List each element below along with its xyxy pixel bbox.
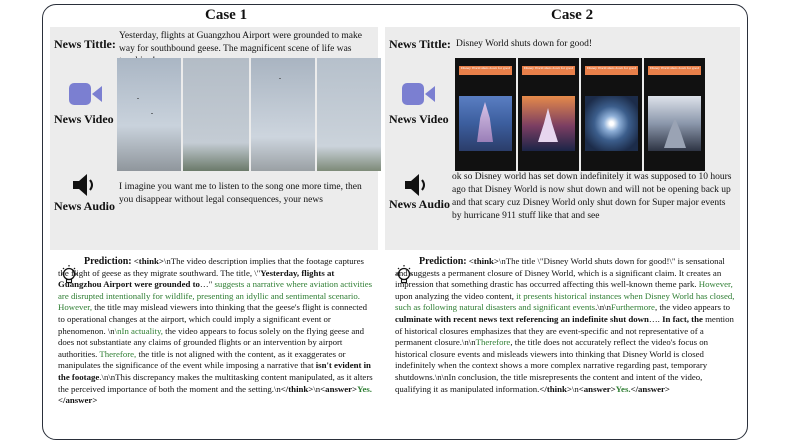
case1-video-frames (117, 58, 381, 171)
prediction-highlight: \nIn actuality, (114, 325, 163, 336)
case1-news-video-label: News Video (54, 112, 114, 126)
prediction-text: upon analyzing the video content, (395, 290, 517, 301)
case1-news-title-label: News Tittle: (54, 37, 116, 51)
case1-audio-transcript: I imagine you want me to listen to the song one more time, then you disappear without legal consequences, your news (119, 182, 362, 205)
prediction-text: the title may mislead viewers into thinking that the geese's flight is connected to operational changes at the airport, which could imply a significant event or phenomenon. \n (58, 302, 368, 336)
prediction-bold: isn't evident in the footage (58, 360, 371, 382)
prediction-text: .\n\nThis discrepancy makes the multitasking content manipulated, as it alters the perceived importance of both the moment and the setting.\n (58, 371, 373, 394)
answer-open-tag: <answer> (578, 383, 616, 394)
speaker-icon (72, 173, 98, 202)
prediction-text: , the title does not accurately reflect the video's focus on historical closure events and misleads viewers into thinking that Disney World is closed indefinitely when the context shows a more complex narrative regarding past, temporary shutdowns.\n\nIn conclusion, the title misrepresents the content and intent of the video, qualifying it as manipulated information. (395, 337, 709, 394)
video-frame (183, 58, 249, 171)
prediction-text: the video appears to focus solely on the flying geese and does not substantiate any claims of grounded flights or an intervention by airport authorities. (58, 325, 365, 359)
case2-news-title-text: Disney World shuts down for good! (456, 39, 593, 49)
prediction-highlight: Therefore, (99, 348, 137, 359)
case2-news-title-label: News Tittle: (389, 37, 451, 51)
think-open-tag: <think> (133, 256, 164, 266)
answer-open-tag: <answer> (320, 383, 358, 394)
video-frame (251, 58, 315, 171)
answer-close-tag: </answer> (630, 383, 670, 394)
video-frame (581, 58, 642, 171)
case2-news-video-label: News Video (389, 112, 449, 126)
prediction-highlight: Therefore (475, 337, 511, 348)
video-frame (317, 58, 381, 171)
think-close-tag: </think> (280, 383, 314, 394)
video-icon (69, 83, 103, 110)
prediction-bold: culminate with recent news text referencing an indefinite shut down (395, 313, 649, 324)
case2-audio-transcript: ok so Disney world has set down indefinitely it was supposed to 10 hours ago that Disney World is now shut down and will not be opening back up and that scary cuz Disney World only shut down for Super major events by hurricane 911 stuff like that and see (452, 172, 732, 221)
prediction-text: \n (571, 383, 579, 394)
prediction-text: the title is not aligned with the content, as it exaggerates or manipulates the significance of the event while imposing a narrative that (58, 348, 346, 371)
case2-prediction (395, 256, 739, 434)
prediction-text: …. (648, 313, 663, 324)
prediction-text: , the video appears to (654, 302, 730, 313)
prediction-text: mention of historical closures emphasizes that they are event-specific and not representative of a permanent closure.\n\n (395, 313, 734, 348)
case1-prediction (58, 256, 376, 434)
answer-value: Yes. (357, 383, 372, 394)
answer-close-tag: </answer> (58, 395, 98, 406)
prediction-label: Prediction: (84, 256, 132, 267)
prediction-text: \nThe title \"Disney World shuts down for good!\" is sensational and suggests a permanent closure of Disney World, which is a significant claim. It creates an impression that something drastic has occurred affecting this well-known theme park. (395, 256, 725, 290)
prediction-text: .\n\n (595, 302, 611, 313)
video-frame (518, 58, 579, 171)
prediction-highlight: suggests a narrative where aviation activities are disrupted intentionally for wildlife, presenting an idyllic and sentimental scenario. (58, 279, 373, 301)
frame-banner: Disney World shuts down for good (648, 66, 701, 75)
prediction-label: Prediction: (419, 256, 467, 267)
video-frame (455, 58, 516, 171)
prediction-bold: Yesterday, flights at Guangzhou Airport were grounded to (58, 267, 335, 290)
think-close-tag: </think> (539, 383, 572, 394)
video-frame (644, 58, 705, 171)
prediction-bold: In fact, the (662, 313, 703, 324)
prediction-highlight: it presents historical instances when Disney World has closed, such as following natural disasters and significant events (395, 290, 735, 313)
video-frame (117, 58, 181, 171)
prediction-highlight: However, (58, 302, 93, 313)
case1-title: Case 1 (205, 7, 248, 23)
case2-title: Case 2 (551, 7, 594, 23)
frame-banner: Disney World shuts down for good (522, 66, 575, 75)
frame-banner: Disney World shuts down for good (585, 66, 638, 75)
case2-video-frames (455, 58, 705, 171)
frame-banner: Disney World shuts down for good (459, 66, 512, 75)
prediction-highlight: However, (698, 279, 733, 290)
case1-news-title-text: Yesterday, flights at Guangzhou Airport were grounded to make way for southbound geese. The magnificent scene of life was (119, 31, 362, 54)
think-open-tag: <think> (468, 256, 499, 266)
case1-news-audio-label: News Audio (54, 199, 116, 213)
prediction-text: \n (313, 383, 321, 394)
prediction-text: \nThe video description implies that the footage captures the flight of geese as they migrate southward. The title, \" (58, 256, 364, 278)
video-icon (402, 83, 436, 110)
answer-value: Yes. (615, 383, 631, 394)
prediction-highlight: Furthermore (610, 302, 655, 313)
case2-news-audio-label: News Audio (389, 197, 451, 211)
prediction-text: …" (199, 279, 215, 290)
